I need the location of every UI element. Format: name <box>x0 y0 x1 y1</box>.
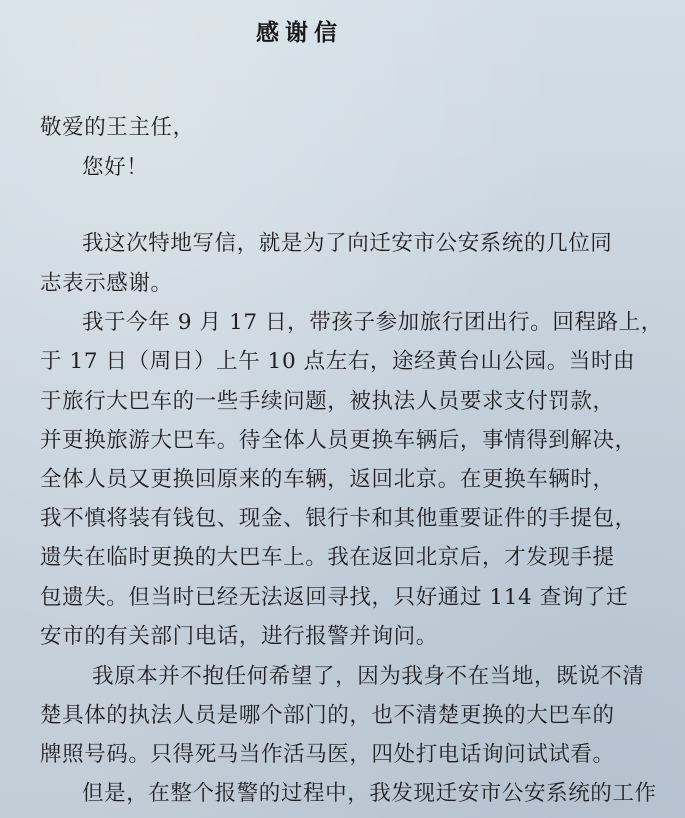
letter-line: 并更换旅游大巴车。待全体人员更换车辆后，事情得到解决， <box>40 428 637 453</box>
letter-line: 包遗失。但当时已经无法返回寻找，只好通过 114 查询了迁 <box>40 585 629 610</box>
salutation: 敬爱的王主任， <box>40 115 195 140</box>
letter-line: 志表示感谢。 <box>40 271 173 296</box>
letter-line: 牌照号码。只得死马当作活马医，四处打电话询问试试看。 <box>40 742 615 767</box>
letter-line: 我这次特地写信，就是为了向迁安市公安系统的几位同 <box>82 231 613 256</box>
letter-line: 安市的有关部门电话，进行报警并询问。 <box>40 624 438 649</box>
letter-line: 但是，在整个报警的过程中，我发现迁安市公安系统的工作 <box>82 781 657 806</box>
letter-title: 感谢信 <box>256 20 343 46</box>
letter-line: 我原本并不抱任何希望了，因为我身不在当地，既说不清 <box>92 664 645 689</box>
letter-line: 遗失在临时更换的大巴车上。我在返回北京后，才发现手提 <box>40 545 615 570</box>
letter-line: 我于今年 9 月 17 日，带孩子参加旅行团出行。回程路上， <box>82 310 663 335</box>
greeting: 您好！ <box>82 155 149 180</box>
letter-line: 于 17 日（周日）上午 10 点左右，途经黄台山公园。当时由 <box>40 349 636 374</box>
letter-line: 我不慎将装有钱包、现金、银行卡和其他重要证件的手提包， <box>40 506 637 531</box>
letter-line: 楚具体的执法人员是哪个部门的，也不清楚更换的大巴车的 <box>40 703 615 728</box>
letter-line: 于旅行大巴车的一些手续问题，被执法人员要求支付罚款， <box>40 389 615 414</box>
letter-line: 全体人员又更换回原来的车辆，返回北京。在更换车辆时， <box>40 467 615 492</box>
